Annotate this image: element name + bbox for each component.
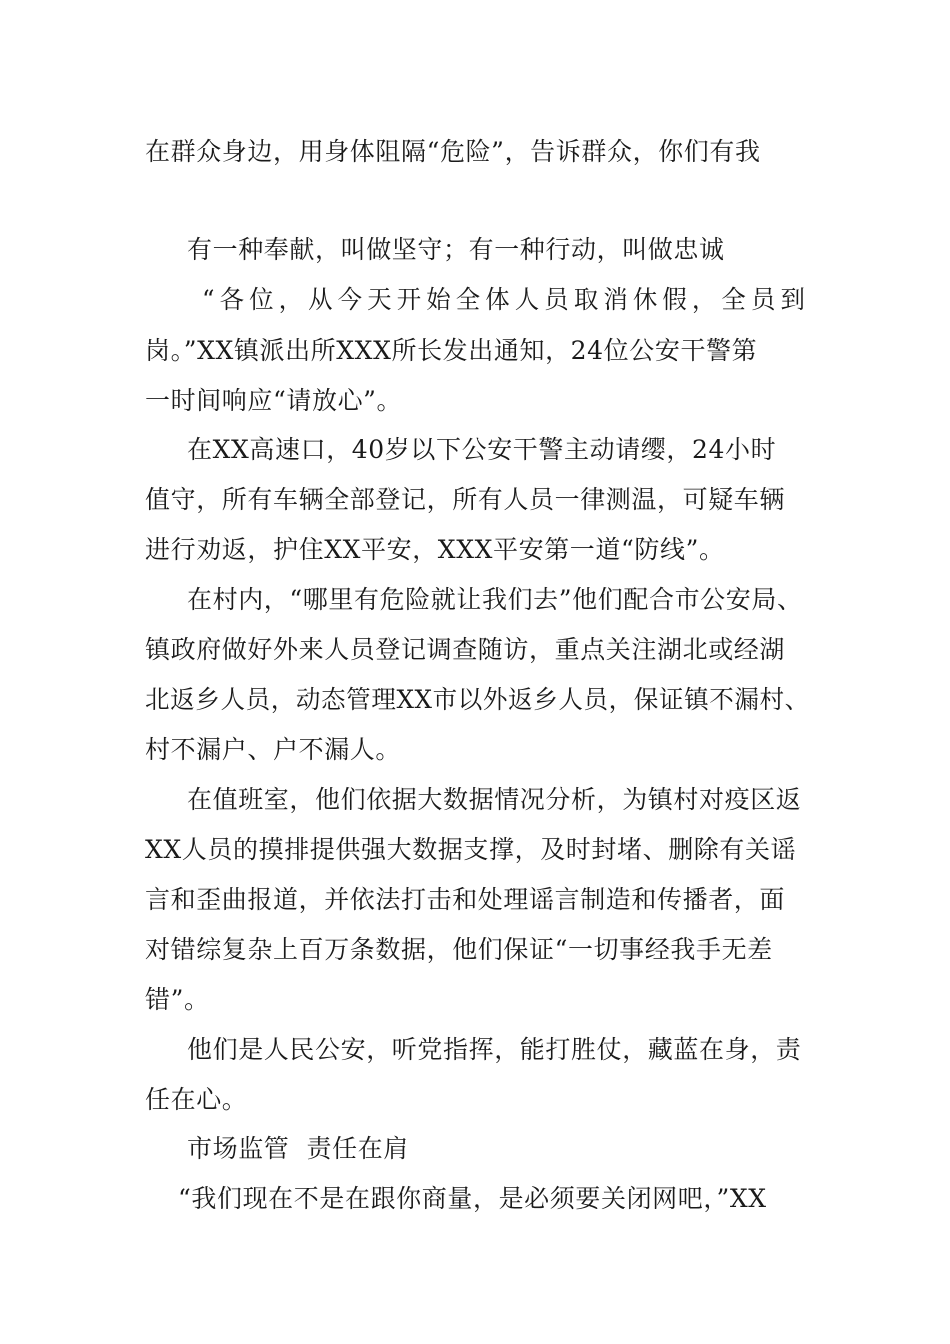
text-line: 错”。 <box>145 985 210 1014</box>
text-line: XX人员的摸排提供强大数据支撑，及时封堵、删除有关谣 <box>145 835 797 864</box>
text-line: 在群众身边，用身体阻隔“危险”，告诉群众，你们有我 <box>145 137 761 166</box>
text-line: 岗。”XX镇派出所XXX所长发出通知，24位公安干警第 <box>145 336 758 365</box>
text-line: 值守，所有车辆全部登记，所有人员一律测温，可疑车辆 <box>145 485 786 514</box>
text-line: 一时间响应“请放心”。 <box>145 386 403 415</box>
section-heading: 有一种奉献，叫做坚守；有一种行动，叫做忠诚 <box>187 235 725 264</box>
text-line: 村不漏户、户不漏人。 <box>145 735 402 764</box>
text-line: 任在心。 <box>145 1085 248 1114</box>
text-line: “我们现在不是在跟你商量，是必须要关闭网吧，”XX <box>178 1184 767 1213</box>
text-line: 言和歪曲报道，并依法打击和处理谣言制造和传播者，面 <box>145 885 786 914</box>
text-line: 镇政府做好外来人员登记调查随访，重点关注湖北或经湖 <box>145 635 786 664</box>
text-line: 对错综复杂上百万条数据，他们保证“一切事经我手无差 <box>145 935 773 964</box>
text-line: 他们是人民公安，听党指挥，能打胜仗，藏蓝在身，责 <box>187 1035 802 1064</box>
text-line: 在值班室，他们依据大数据情况分析，为镇村对疫区返 <box>187 785 802 814</box>
text-line: 在村内，“哪里有危险就让我们去”他们配合市公安局、 <box>187 585 803 614</box>
text-line: “各位，从今天开始全体人员取消休假，全员到 <box>202 285 810 314</box>
text-line: 在XX高速口，40岁以下公安干警主动请缨，24小时 <box>187 435 777 464</box>
section-heading: 市场监管 责任在肩 <box>187 1134 409 1163</box>
text-line: 进行劝返，护住XX平安，XXX平安第一道“防线”。 <box>145 535 725 564</box>
text-line: 北返乡人员，动态管理XX市以外返乡人员，保证镇不漏村、 <box>145 685 810 714</box>
